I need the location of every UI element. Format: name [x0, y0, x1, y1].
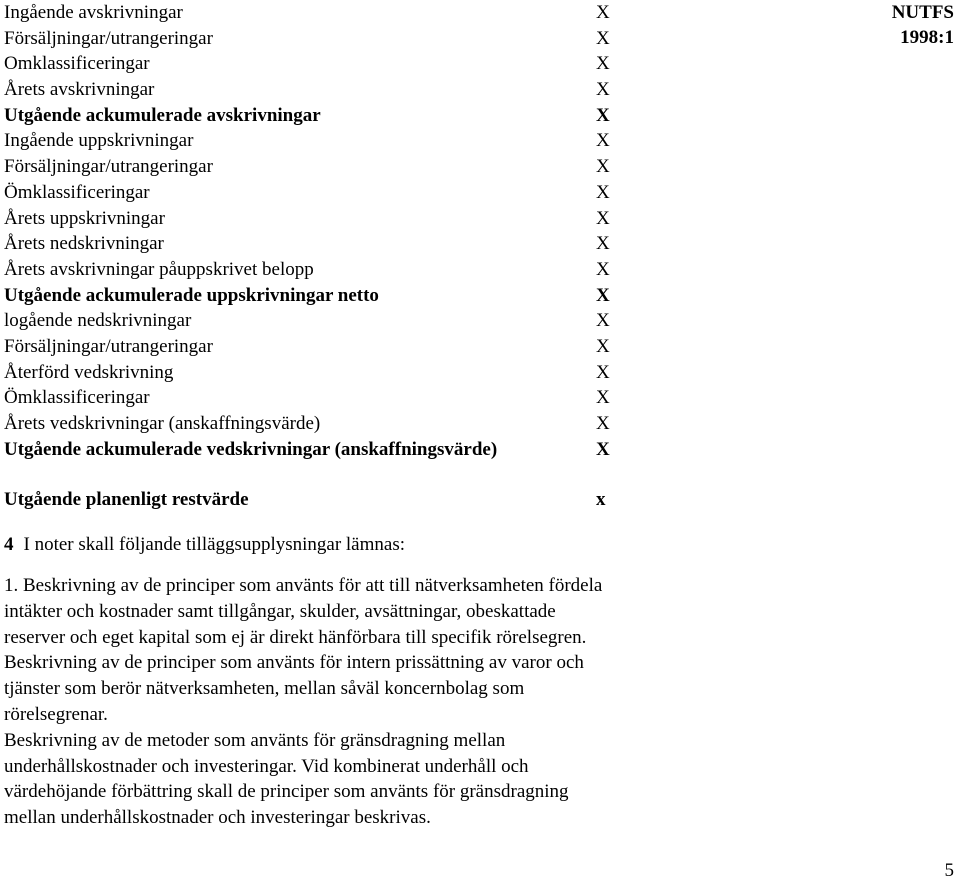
row-mark: X — [596, 413, 610, 434]
table-row — [4, 26, 624, 52]
table-row — [4, 360, 624, 386]
row-label: Årets vedskrivningar (anskaffningsvärde) — [4, 413, 321, 434]
table-row — [4, 154, 624, 180]
table-row — [4, 231, 624, 257]
table-row — [4, 77, 624, 103]
row-label: Årets avskrivningar — [4, 79, 155, 101]
summary-mark: x — [596, 489, 606, 511]
table-row-total — [4, 103, 624, 129]
summary-label: Utgående planenligt restvärde — [4, 489, 249, 511]
row-mark: X — [596, 233, 610, 255]
table-row — [4, 206, 624, 232]
row-mark: X — [596, 181, 610, 203]
row-mark: X — [596, 361, 610, 383]
table-row — [4, 128, 624, 154]
table-row — [4, 308, 624, 334]
note-heading — [4, 532, 405, 558]
row-mark: X — [596, 104, 610, 126]
row-mark: X — [596, 387, 610, 409]
row-label: Årets nedskrivningar — [4, 233, 164, 255]
row-mark: X — [596, 79, 610, 101]
row-mark: X — [596, 27, 610, 49]
row-mark: X — [596, 156, 610, 178]
table-row — [4, 334, 624, 360]
paragraph: 1. Beskrivning av de principer som använts för att till nätverksamheten fördela intäkter och kostnader samt tillgångar, skulder, avsättningar, obeskattade reserver och eget kapital som ej är direkt hänförbara till specifik rörelsegren. — [4, 575, 603, 648]
row-label: Ömklassificeringar — [4, 181, 150, 203]
row-mark: X — [596, 284, 610, 306]
paragraph: Beskrivning av de principer som använts för intern prissättning av varor och tjänster som berör nätverksamheten, mellan såväl koncernbolag som rörelsegrenar. — [4, 652, 584, 725]
row-label: Försäljningar/utrangeringar — [4, 156, 213, 178]
row-label: Utgående ackumulerade avskrivningar — [4, 104, 321, 126]
note-text: I noter skall följande tilläggsupplysningar lämnas: — [23, 534, 406, 555]
row-mark: X — [596, 258, 610, 280]
summary-row — [4, 487, 624, 513]
row-label: Ingående avskrivningar — [4, 2, 183, 23]
row-label: Ömklassificeringar — [4, 387, 150, 409]
row-mark: X — [596, 438, 610, 460]
row-label: Försäljningar/utrangeringar — [4, 27, 213, 49]
row-label: Utgående ackumulerade vedskrivningar (anskaffningsvärde) — [4, 438, 498, 460]
table-row — [4, 385, 624, 411]
row-mark: X — [596, 53, 610, 75]
row-label: Årets avskrivningar påuppskrivet belopp — [4, 258, 314, 280]
table-row-total — [4, 437, 624, 463]
paragraph: Beskrivning av de metoder som använts för gränsdragning mellan underhållskostnader och investeringar. Vid kombinerat underhåll och värdehöjande förbättring skall de principer som använts för gränsdragning mellan underhållskostnader och investeringar beskrivas. — [4, 729, 569, 829]
row-label: Utgående ackumulerade uppskrivningar netto — [4, 284, 379, 306]
note-paragraphs — [4, 573, 604, 831]
header-org: NUTFS — [891, 2, 954, 23]
specification-table — [4, 0, 624, 513]
row-label: logående nedskrivningar — [4, 310, 192, 332]
row-mark: X — [596, 2, 610, 23]
table-row — [4, 180, 624, 206]
row-label: Årets uppskrivningar — [4, 207, 165, 229]
row-mark: X — [596, 310, 610, 332]
note-number: 4 — [4, 534, 14, 555]
row-label: Försäljningar/utrangeringar — [4, 335, 213, 357]
row-mark: X — [596, 207, 610, 229]
row-mark: X — [596, 335, 610, 357]
row-mark: X — [596, 130, 610, 152]
row-label: Återförd vedskrivning — [4, 361, 174, 383]
document-header — [892, 0, 954, 50]
table-row — [4, 51, 624, 77]
table-row-total — [4, 283, 624, 309]
page-number: 5 — [944, 860, 954, 881]
table-row — [4, 411, 624, 437]
header-ref: 1998:1 — [900, 27, 954, 48]
row-label: Ingående uppskrivningar — [4, 130, 194, 152]
table-row — [4, 257, 624, 283]
table-row — [4, 0, 624, 26]
row-label: Omklassificeringar — [4, 53, 150, 75]
